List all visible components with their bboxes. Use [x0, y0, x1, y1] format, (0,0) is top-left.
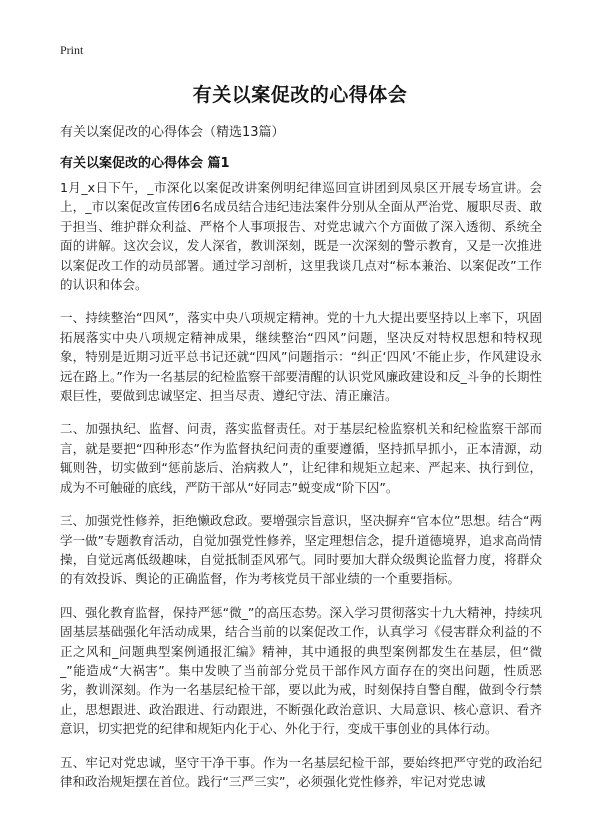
paragraph-point-5: 五、牢记对党忠诚，坚守干净干事。作为一名基层纪检干部，要始终把严守党的政治纪律和政治规矩摆在首位。践行“三严三实”，必须强化党性修养，牢记对党忠诚 — [60, 754, 542, 789]
paragraph-point-4: 四、强化教育监督，保持严惩“微_”的高压态势。深入学习贯彻落实十九大精神，持续巩固基层基础强化年活动成果，结合当前的以案促改工作，认真学习《侵害群众利益的不正之风和_问题典型案例通报汇编》精神，其中通报的典型案例都发生在基层，但“微_”能造成“大祸害”。集中发映了当前部分党员干部作风方面存在的突出问题，性质恶劣，教训深刻。作为一名基层纪检干部，要以此为戒，时刻保持自警自醒，做到令行禁止，思想跟进、政治跟进、行动跟进，不断强化政治意识、大局意识、核心意识、看齐意识，切实把党的纪律和规矩内化于心、外化于行，变成干事创业的具体行动。 — [60, 604, 542, 737]
document-subtitle: 有关以案促改的心得体会（精选13篇） — [60, 125, 285, 140]
paragraph-point-3: 三、加强党性修养，拒绝懒政怠政。要增强宗旨意识，坚决摒弃“官本位”思想。结合“两学一做”专题教育活动，自觉加强党性修养，坚定理想信念，提升道德境界，追求高尚情操，自觉远离低级趣味，自觉抵制歪风邪气。同时要加大群众级舆论监督力度，将群众的有效投诉、舆论的正确监督，作为考核党员干部业绩的一个重要指标。 — [60, 513, 542, 587]
print-link[interactable]: Print — [60, 43, 84, 57]
paragraph-intro: 1月_x日下午，_市深化以案促改讲案例明纪律巡回宣讲团到凤泉区开展专场宣讲。会上，_市以案促改宣传团6名成员结合违纪违法案件分别从全面从严治党、履职尽责、敢于担当、维护群众利益、严格个人事项报告、对党忠诚六个方面做了深入透彻、系统全面的讲解。这次会议，发人深省，教训深刻，既是一次深刻的警示教育，又是一次推进以案促改工作的动员部署。通过学习剖析，这里我谈几点对“标本兼治、以案促改”工作的认识和体会。 — [60, 180, 542, 293]
paragraph-point-2: 二、加强执纪、监督、问责，落实监督责任。对于基层纪检监察机关和纪检监察干部而言，就是要把“四种形态”作为监督执纪问责的重要遵循，坚持抓早抓小，正本清源，动辄则咎，切实做到“惩前毖后、治病救人”，让纪律和规矩立起来、严起来、执行到位，成为不可触碰的底线，严防干部从“好同志”蜕变成“阶下囚”。 — [60, 421, 542, 495]
paragraph-point-1: 一、持续整治“四风”，落实中央八项规定精神。党的十九大提出要坚持以上率下，巩固拓展落实中央八项规定精神成果，继续整治“四风”问题，坚决反对特权思想和特权现象，特别是近期习近平总书记还就“四风”问题指示：“纠正‘四风’不能止步，作风建设永远在路上。”作为一名基层的纪检监察干部要清醒的认识党风廉政建设和反_斗争的长期性艰巨性，要做到忠诚坚定、担当尽责、遵纪守法、清正廉洁。 — [60, 310, 542, 404]
document-title: 有关以案促改的心得体会 — [192, 84, 408, 106]
section-heading: 有关以案促改的心得体会 篇1 — [60, 156, 230, 171]
document-body — [60, 178, 542, 805]
